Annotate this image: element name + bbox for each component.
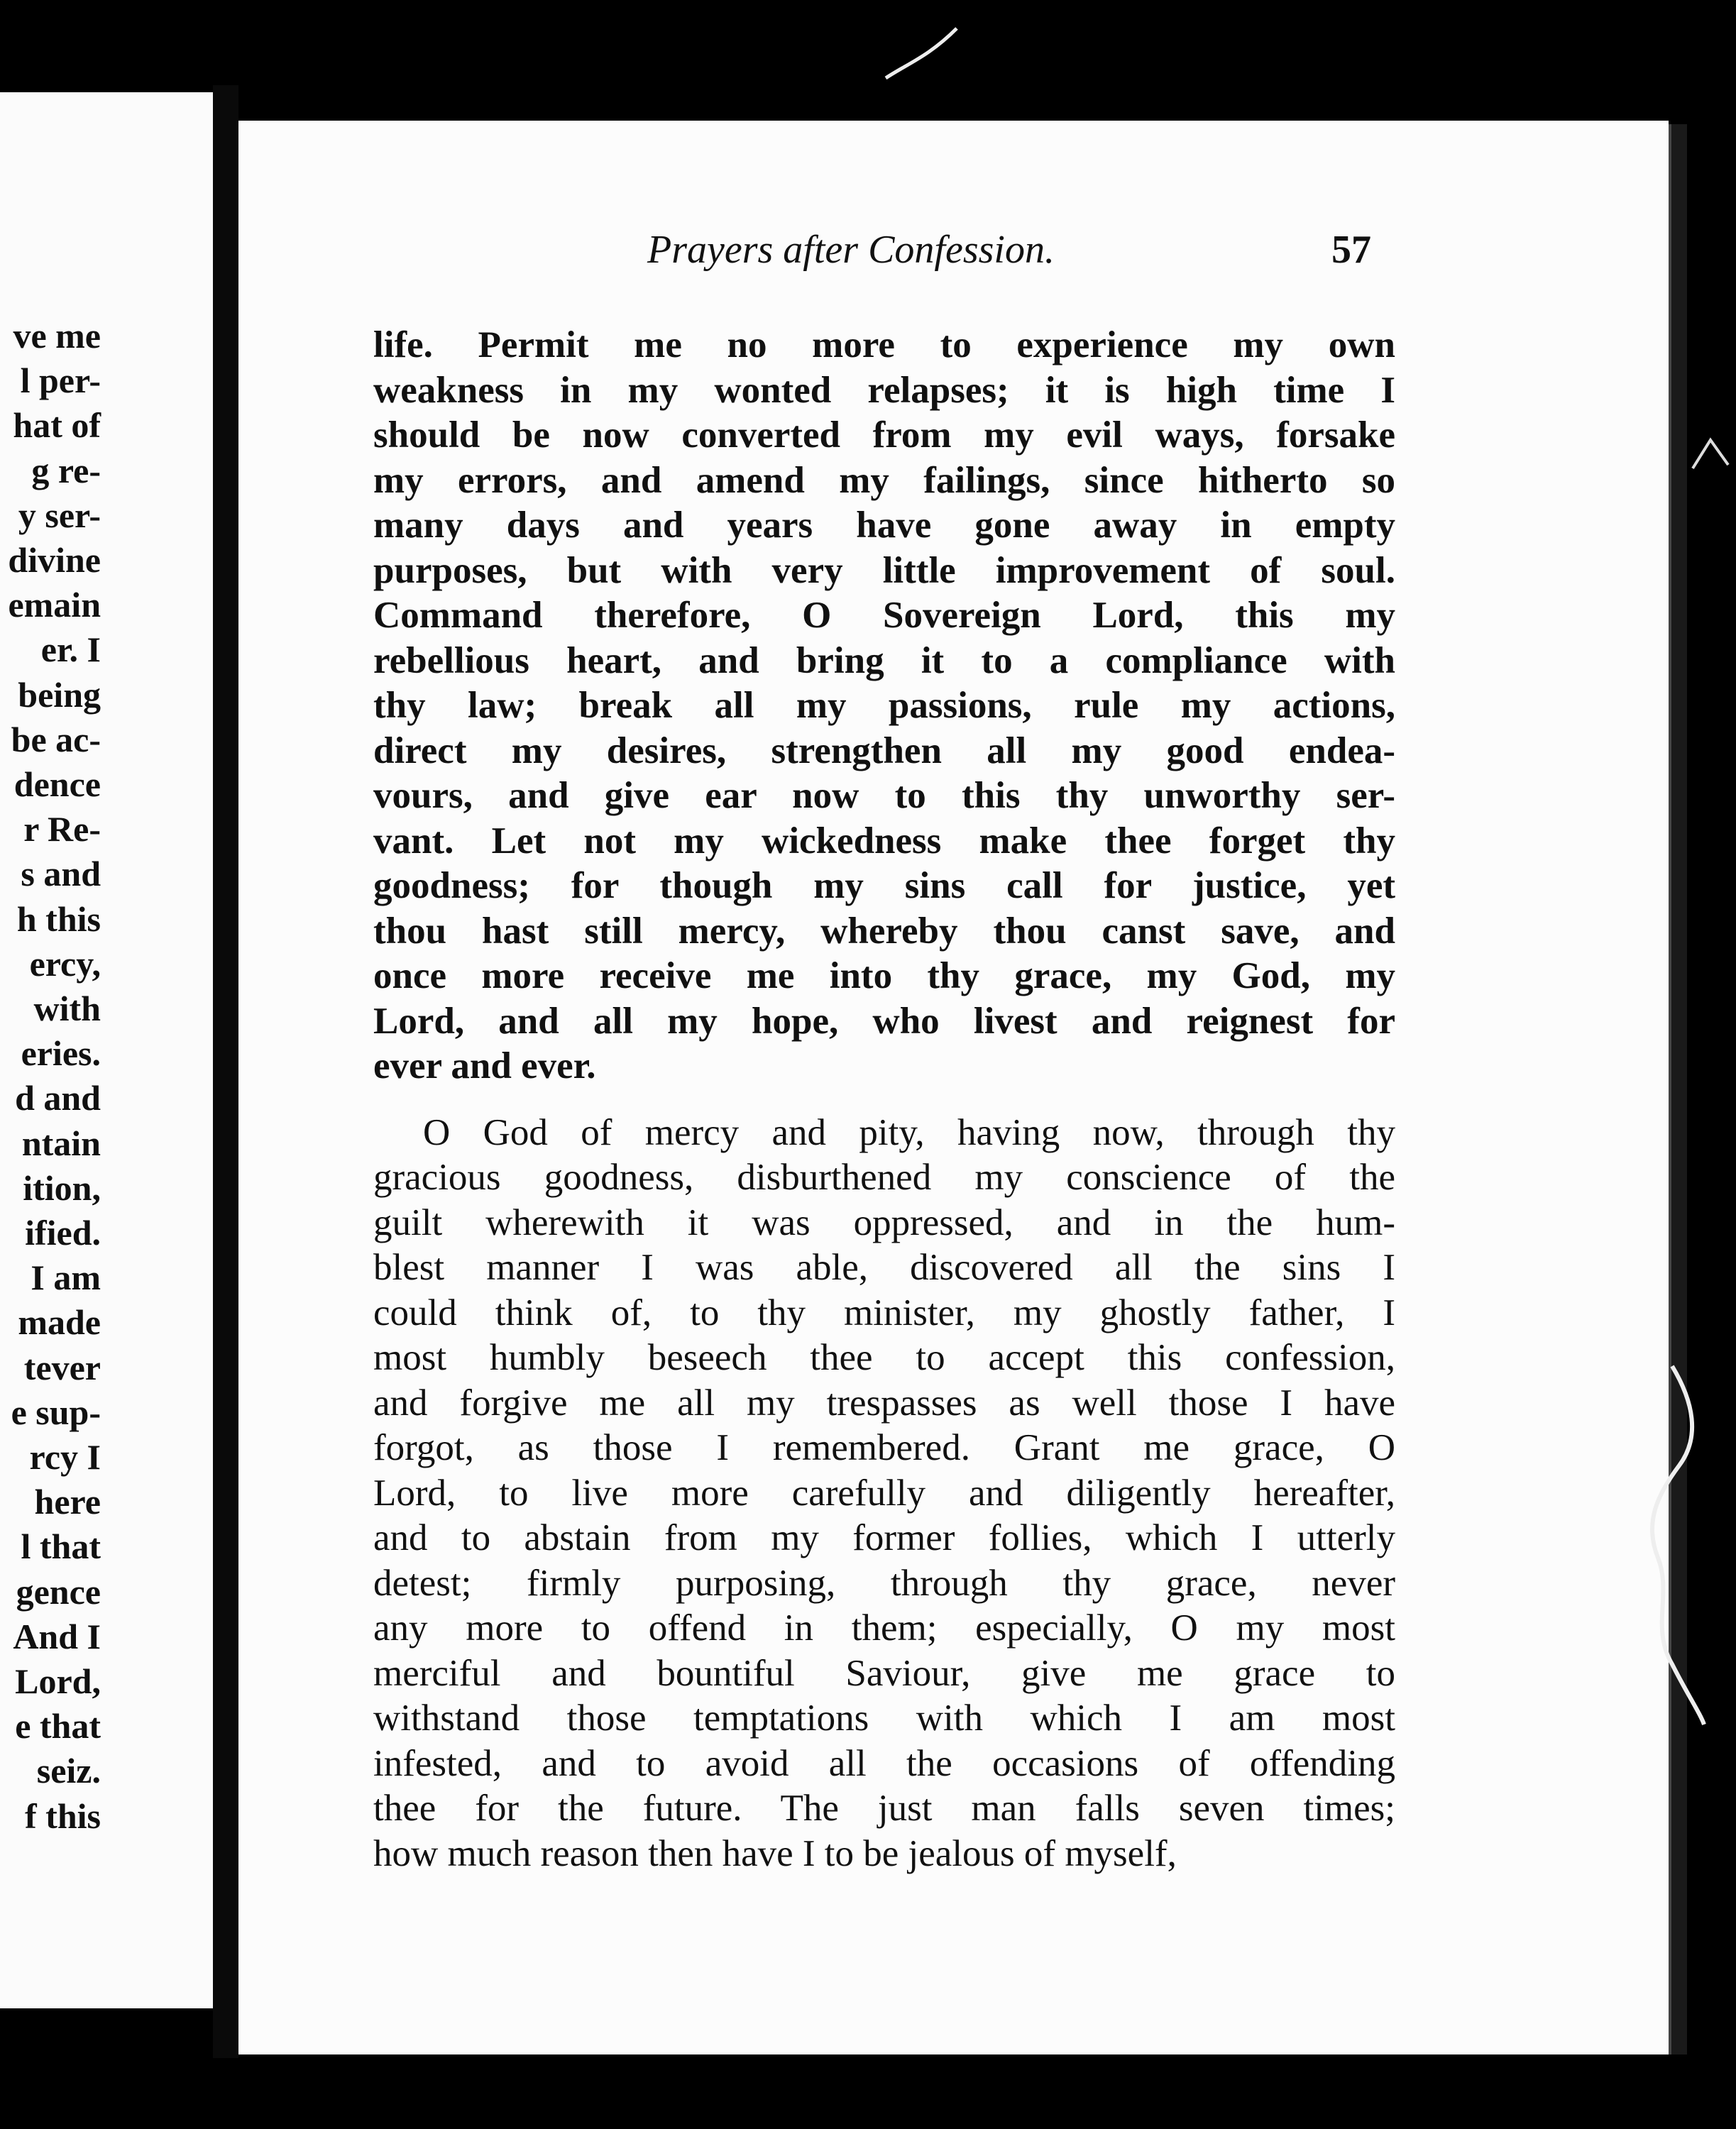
text-line: blest manner I was able, discovered all the sins I (373, 1247, 1395, 1288)
left-page-text-fragment: ercy, (29, 943, 101, 984)
text-line: thy law; break all my passions, rule my actions, (373, 685, 1395, 726)
left-page-text-fragment: h this (16, 898, 101, 939)
text-line: direct my desires, strengthen all my good endea- (373, 730, 1395, 771)
left-page-text-fragment: s and (21, 854, 101, 894)
running-head: Prayers after Confession. (647, 228, 1055, 272)
left-page-text-fragment: er. I (40, 629, 101, 670)
left-page-text-fragment: hat of (13, 405, 101, 446)
left-page-text-fragment: divine (8, 540, 101, 580)
text-line: withstand those temptations with which I am most (373, 1698, 1395, 1739)
text-line: ever and ever. (373, 1045, 596, 1086)
text-line: should be now converted from my evil ways, forsake (373, 414, 1395, 456)
left-page-text-fragment: Lord, (15, 1661, 101, 1701)
left-page-text-fragment: rcy I (29, 1437, 101, 1477)
left-page-text-fragment: r Re- (23, 809, 101, 849)
left-page-text-fragment: with (33, 989, 101, 1028)
text-line: any more to offend in them; especially, O my most (373, 1607, 1395, 1649)
text-line: vours, and give ear now to this thy unworthy ser- (373, 775, 1395, 816)
left-page-text-fragment: dence (13, 764, 101, 804)
previous-page-edge (0, 92, 213, 2008)
page-edge-shadow (1669, 124, 1687, 2054)
left-page-text-fragment: And I (13, 1616, 101, 1656)
left-page-text-fragment: eries. (21, 1033, 101, 1074)
left-page-text-fragment: be ac- (11, 719, 101, 759)
left-page-text-fragment: ve me (13, 316, 101, 356)
text-line: merciful and bountiful Saviour, give me grace to (373, 1652, 1395, 1694)
page-gutter (213, 85, 238, 2058)
text-line: my errors, and amend my failings, since hitherto so (373, 459, 1395, 501)
left-page-text-fragment: g re- (31, 450, 101, 490)
left-page-text-fragment: l that (21, 1526, 101, 1567)
text-line: life. Permit me no more to experience my own (373, 324, 1395, 365)
text-line: purposes, but with very little improvement of soul. (373, 549, 1395, 591)
left-page-text-fragment: d and (15, 1078, 101, 1118)
left-page-text-fragment: emain (8, 585, 101, 625)
text-line: goodness; for though my sins call for justice, yet (373, 865, 1395, 906)
text-line: once more receive me into thy grace, my God, my (373, 955, 1395, 996)
paragraph-1 (373, 323, 1395, 1089)
left-page-text-fragment: ntain (21, 1123, 101, 1163)
left-page-text-fragment: tever (23, 1347, 101, 1387)
left-page-text-fragment: e sup- (11, 1392, 101, 1432)
text-line: how much reason then have I to be jealous of myself, (373, 1832, 1177, 1874)
left-page-text-fragment: e that (15, 1706, 101, 1746)
page-number: 57 (1331, 228, 1371, 272)
text-line: Command therefore, O Sovereign Lord, this my (373, 595, 1395, 636)
stray-speck-mark (1689, 433, 1732, 475)
stray-hair-mark (879, 21, 964, 85)
left-page-text-fragment: gence (16, 1571, 101, 1612)
left-page-text-fragment: seiz. (36, 1751, 101, 1791)
left-page-text-fragment: I am (31, 1258, 101, 1298)
page-header (238, 227, 1388, 284)
text-line: infested, and to avoid all the occasions of offending (373, 1742, 1395, 1784)
text-line: and forgive me all my trespasses as well those I have (373, 1382, 1395, 1424)
text-line: gracious goodness, disburthened my conscience of the (373, 1157, 1395, 1198)
left-page-text-fragment: l per- (20, 361, 101, 401)
text-line: forgot, as those I remembered. Grant me grace, O (373, 1427, 1395, 1468)
text-line: thee for the future. The just man falls seven times; (373, 1788, 1395, 1829)
text-line: detest; firmly purposing, through thy grace, never (373, 1562, 1395, 1604)
left-page-text-fragment: f this (25, 1795, 101, 1836)
text-line: most humbly beseech thee to accept this confession, (373, 1337, 1395, 1378)
text-line: could think of, to thy minister, my ghostly father, I (373, 1292, 1395, 1333)
left-page-text-fragment: being (18, 674, 101, 715)
text-line: weakness in my wonted relapses; it is high time I (373, 369, 1395, 411)
left-page-text-fragment: here (34, 1482, 101, 1522)
text-line: and to abstain from my former follies, which I utterly (373, 1517, 1395, 1558)
left-page-text-fragment: ified. (25, 1213, 101, 1253)
page-body (373, 323, 1395, 1876)
text-line: rebellious heart, and bring it to a compliance with (373, 639, 1395, 681)
text-line: Lord, to live more carefully and diligently hereafter, (373, 1472, 1395, 1514)
stray-thread-mark (1630, 1359, 1708, 1728)
text-line: Lord, and all my hope, who livest and reignest for (373, 1000, 1395, 1042)
book-page (238, 121, 1669, 2054)
left-page-text-fragment: ition, (23, 1167, 101, 1208)
text-line: vant. Let not my wickedness make thee forget thy (373, 820, 1395, 862)
paragraph-2 (373, 1111, 1395, 1877)
text-line: thou hast still mercy, whereby thou canst save, and (373, 910, 1395, 952)
text-line: O God of mercy and pity, having now, through thy (423, 1111, 1395, 1153)
text-line: many days and years have gone away in empty (373, 505, 1395, 546)
left-page-text-fragment: y ser- (18, 495, 101, 535)
left-page-text-fragment: made (18, 1302, 101, 1343)
text-line: guilt wherewith it was oppressed, and in the hum- (373, 1201, 1395, 1243)
